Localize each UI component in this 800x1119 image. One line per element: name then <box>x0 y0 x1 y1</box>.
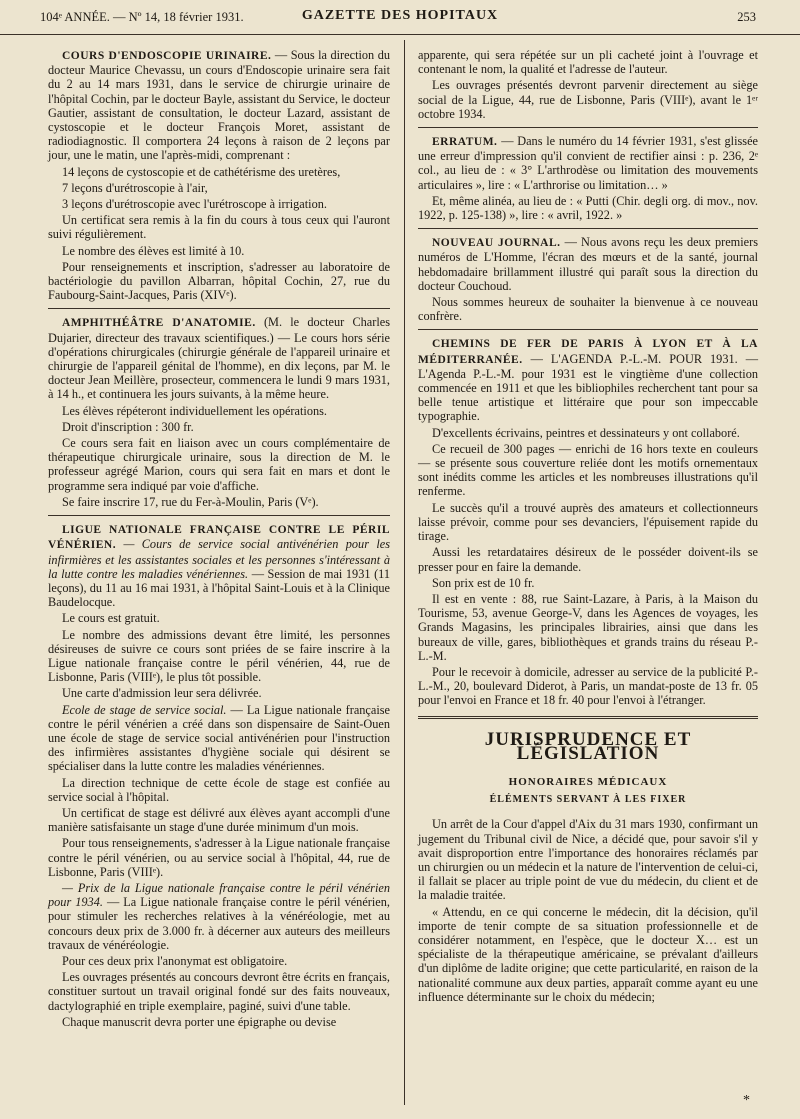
right-column <box>418 48 758 1006</box>
journal-title: GAZETTE DES HOPITAUX <box>301 8 499 23</box>
paragraph: Aussi les retardataires désireux de le posséder doivent-ils se presser pour en faire la demande. <box>418 545 758 574</box>
paragraph: « Attendu, en ce qui concerne le médecin, dit la décision, qu'il importe de tenir compte de sa situation professionnelle et de considérer notamment, en l'espèce, que le docteur X… est un spécialiste de la thérapeutique américaine, se prévalant d'ailleurs d'un diplôme de ladite origine; que cette particularité, en raison de la nationalité commune aux deux parties, apparaît comme ayant eu une influence déterminante sur le choix du médecin; <box>418 904 758 1004</box>
article-heading: NOUVEAU JOURNAL. <box>432 237 561 250</box>
paragraph: Les ouvrages présentés devront parvenir directement au siège social de la Ligue, 44, rue de Lisbonne, Paris (VIIIᵉ), avant le 1ᵉʳ octobre 1934. <box>418 78 758 121</box>
paragraph: Chaque manuscrit devra porter une épigraphe ou devise <box>62 1014 337 1029</box>
asterisk-mark: * <box>743 1093 750 1108</box>
paragraph: Ce recueil de 300 pages — enrichi de 16 hors texte en couleurs — se présente sous couverture reliée dont les motifs ornementaux sont inédits comme les articles et les nombreuses illustrations qu'il renferme. <box>418 441 758 499</box>
article-erratum <box>418 134 758 192</box>
paragraph: Se faire inscrire 17, rue du Fer-à-Moulin, Paris (Vᵉ). <box>62 494 319 509</box>
paragraph: Une carte d'admission leur sera délivrée. <box>62 686 262 701</box>
article-nouveau-journal <box>418 235 758 293</box>
divider <box>418 329 758 330</box>
paragraph-text: — La Ligue nationale française contre le péril vénérien, pour stimuler les recherches relatives à la vénéréologie, met au concours deux prix de 3.000 fr. à décerner aux auteurs des meilleurs travaux de vénéréologie. <box>48 895 390 952</box>
article-heading: CHEMINS DE FER DE PARIS À LYON ET À LA MÉDITERRANÉE. <box>418 338 758 366</box>
paragraph: Le succès qu'il a trouvé auprès des amateurs et collectionneurs laisse prévoir, comme pour ses devanciers, l'épuisement rapide du tirage. <box>418 500 758 544</box>
article-endoscopie <box>48 48 390 163</box>
paragraph: D'excellents écrivains, peintres et dessinateurs y ont collaboré. <box>432 425 740 440</box>
paragraph: Le nombre des admissions devant être limité, les personnes désireuses de suivre ce cours sont priées de se faire inscrire à la Ligue nationale française contre le péril vénérien, 44, rue de Lisbonne, Paris (VIIIᵉ), le plus tôt possible. <box>48 627 390 685</box>
paragraph: Les élèves répéteront individuellement les opérations. <box>62 403 327 418</box>
paragraph: Pour ces deux prix l'anonymat est obligatoire. <box>62 953 288 968</box>
article-heading: COURS D'ENDOSCOPIE URINAIRE. <box>62 50 272 62</box>
article-text: — Session de mai 1931 (11 leçons), du 11 au 16 mai 1931, à l'hôpital Saint-Louis et à la Clinique Baudelocque. <box>48 566 391 610</box>
paragraph: Son prix est de 10 fr. <box>432 575 535 590</box>
article-text: — Dans le numéro du 14 février 1931, s'est glissée une erreur d'impression qu'il convient de rectifier ainsi : p. 236, 2ᵉ col., au lieu de : « 3° L'arthrodèse ou limitation des mouvements articulaires », lire : « L'arthrorise ou limitation… » <box>418 134 758 192</box>
section-title: JURISPRUDENCE ET LÉGISLATION <box>484 728 692 764</box>
article-heading: AMPHITHÉÂTRE D'ANATOMIE. <box>62 317 256 330</box>
article-ligue <box>48 522 390 609</box>
paragraph: Et, même alinéa, au lieu de : « Putti (Chir. degli org. di mov., nov. 1922, p. 125-138) », lire : « avril, 1922. » <box>418 193 758 223</box>
divider <box>48 515 390 516</box>
section-divider <box>418 716 758 719</box>
page-number: 253 <box>737 10 756 24</box>
paragraph: La direction technique de cette école de stage est confiée au service social à l'hôpital. <box>48 775 390 804</box>
article-heading: ERRATUM. <box>432 136 498 149</box>
divider <box>418 228 758 229</box>
paragraph: Pour tous renseignements, s'adresser à la Ligue nationale française contre le péril vénérien, ou au service social à l'hôpital, 44, rue de Lisbonne, Paris (VIIIᵉ). <box>48 836 390 879</box>
issue-info: 104ᵉ ANNÉE. — Nº 14, 18 février 1931. <box>40 10 244 24</box>
paragraph: Nous sommes heureux de souhaiter la bienvenue à ce nouveau confrère. <box>418 295 758 324</box>
article-plm <box>418 336 758 423</box>
inline-heading: Ecole de stage de service social. <box>62 702 227 717</box>
paragraph: Il est en vente : 88, rue Saint-Lazare, à Paris, à la Maison du Tourisme, 53, avenue George-V, dans les Agences de voyages, les Grands Magasins, les principales librairies, ainsi que dans les bureaux de ville, gares, bibliothèques et grands trains du réseau P.-L.-M. <box>418 591 758 663</box>
paragraph: Un arrêt de la Cour d'appel d'Aix du 31 mars 1930, confirmant un jugement du Tribunal civil de Nice, a décidé que, pour savoir s'il y avait disproportion entre l'importance des honoraires réclamés par un chirurgien ou un médecin et la nature de l'intervention de celui-ci, il fallait se placer au triple point de vue du médecin, du client et de la maladie traitée. <box>418 817 758 903</box>
article-text: — Sous la direction du docteur Maurice Chevassu, un cours d'Endoscopie urinaire sera fait du 2 au 14 mars 1931, dans le service de chirurgie urinaire de l'hôpital Cochin, par le docteur Bayle, assistant du Service, le docteur Gautier, assistant de consultation, le docteur Lazard, assistant de cystoscopie et le docteur François Moret, assistant de radiodiagnostic. Il comportera 24 leçons à raison de 2 leçons par jour, une le matin, une l'après-midi, comprenant : <box>48 48 390 163</box>
article-subtitle: — Cours de service social antivénérien pour les infirmières et les assistantes sociales et les personnes s'intéressant à la lutte contre les maladies vénériennes. <box>48 537 390 581</box>
paragraph: Le nombre des élèves est limité à 10. <box>62 243 245 258</box>
paragraph <box>48 703 390 774</box>
divider <box>418 127 758 128</box>
article-anatomie <box>48 315 390 401</box>
column-rule <box>404 40 405 1105</box>
article-text: — L'AGENDA P.-L.-M. POUR 1931. — L'Agenda P.-L.-M. pour 1931 est le vingtième d'une collection commencée en 1911 et que les bibliophiles recherchent tant pour sa belle tenue artistique et littéraire que pour son impeccable typographie. <box>418 351 759 424</box>
divider <box>48 308 390 309</box>
paragraph: Droit d'inscription : 300 fr. <box>62 419 194 434</box>
paragraph <box>48 881 390 952</box>
paragraph: Pour le recevoir à domicile, adresser au service de la publicité P.-L.-M., 20, boulevard Diderot, à Paris, un mandat-poste de 13 fr. 05 pour l'envoi en France et 18 fr. 40 pour l'envoi à l'étranger. <box>418 664 758 708</box>
paragraph: apparente, qui sera répétée sur un pli cacheté joint à l'ouvrage et contenant le nom, la qualité et l'adresse de l'auteur. <box>418 48 758 77</box>
article-text: — Nous avons reçu les deux premiers numéros de L'Homme, l'écran des mœurs et de la santé, journal hebdomadaire brillamment illustré qui paraît sous la direction du docteur Couchoud. <box>418 235 759 293</box>
list-item: 14 leçons de cystoscopie et de cathétérisme des uretères, <box>62 164 341 179</box>
paragraph-text: — La Ligue nationale française contre le péril vénérien a créé dans son dispensaire de Saint-Ouen une école de stage de service social antivénérien pour l'instruction des infirmières assistantes d'hygiène sociale qui désirent se spécialiser dans la lutte contre les maladies vénériennes. <box>48 702 391 774</box>
paragraph: Ce cours sera fait en liaison avec un cours complémentaire de thérapeutique chirurgicale urinaire, sous la direction de M. le professeur agrégé Marion, cours qui sera fait en mars et dont le programme sera indiqué par voie d'affiche. <box>48 436 390 493</box>
paragraph: Un certificat de stage est délivré aux élèves ayant accompli d'une manière satisfaisante un stage d'une durée minimum d'un mois. <box>48 805 390 835</box>
article-heading: LIGUE NATIONALE FRANÇAISE CONTRE LE PÉRIL VÉNÉRIEN. <box>48 524 390 552</box>
left-column <box>48 48 390 1031</box>
paragraph: Les ouvrages présentés au concours devront être écrits en français, constituer surtout un travail original fondé sur des faits nouveaux, dactylographié en triple exemplaire, paginé, suivi d'une table. <box>48 970 390 1013</box>
paragraph: Pour renseignements et inscription, s'adresser au laboratoire de bactériologie du pavillon Albarran, hôpital Cochin, 27, rue du Faubourg-Saint-Jacques, Paris (XIVᵉ). <box>48 259 390 303</box>
article-title: HONORAIRES MÉDICAUX <box>508 775 668 788</box>
page-header <box>0 0 800 35</box>
inline-heading: — Prix de la Ligue nationale française contre le péril vénérien pour 1934. <box>48 880 390 910</box>
article-subtitle: ÉLÉMENTS SERVANT À LES FIXER <box>489 794 687 806</box>
list-item: 3 leçons d'urétroscopie avec l'urétroscope à irrigation. <box>62 197 327 212</box>
article-text: (M. le docteur Charles Dujarier, directeur des travaux scientifiques.) — Le cours hors série d'opérations chirurgicales (chirurgie générale de l'appareil urinaire et chirurgie de l'appareil génital de l'homme), en dix leçons, par M. le docteur Jean Meillère, prosecteur, commencera le lundi 9 mars 1931, à 14 h., et continuera les jours suivants, à la même heure. <box>48 315 391 402</box>
paragraph: Le cours est gratuit. <box>62 611 160 626</box>
list-item: 7 leçons d'urétroscopie à l'air, <box>62 180 208 195</box>
paragraph: Un certificat sera remis à la fin du cours à tous ceux qui l'auront suivi régulièrement. <box>48 213 390 242</box>
